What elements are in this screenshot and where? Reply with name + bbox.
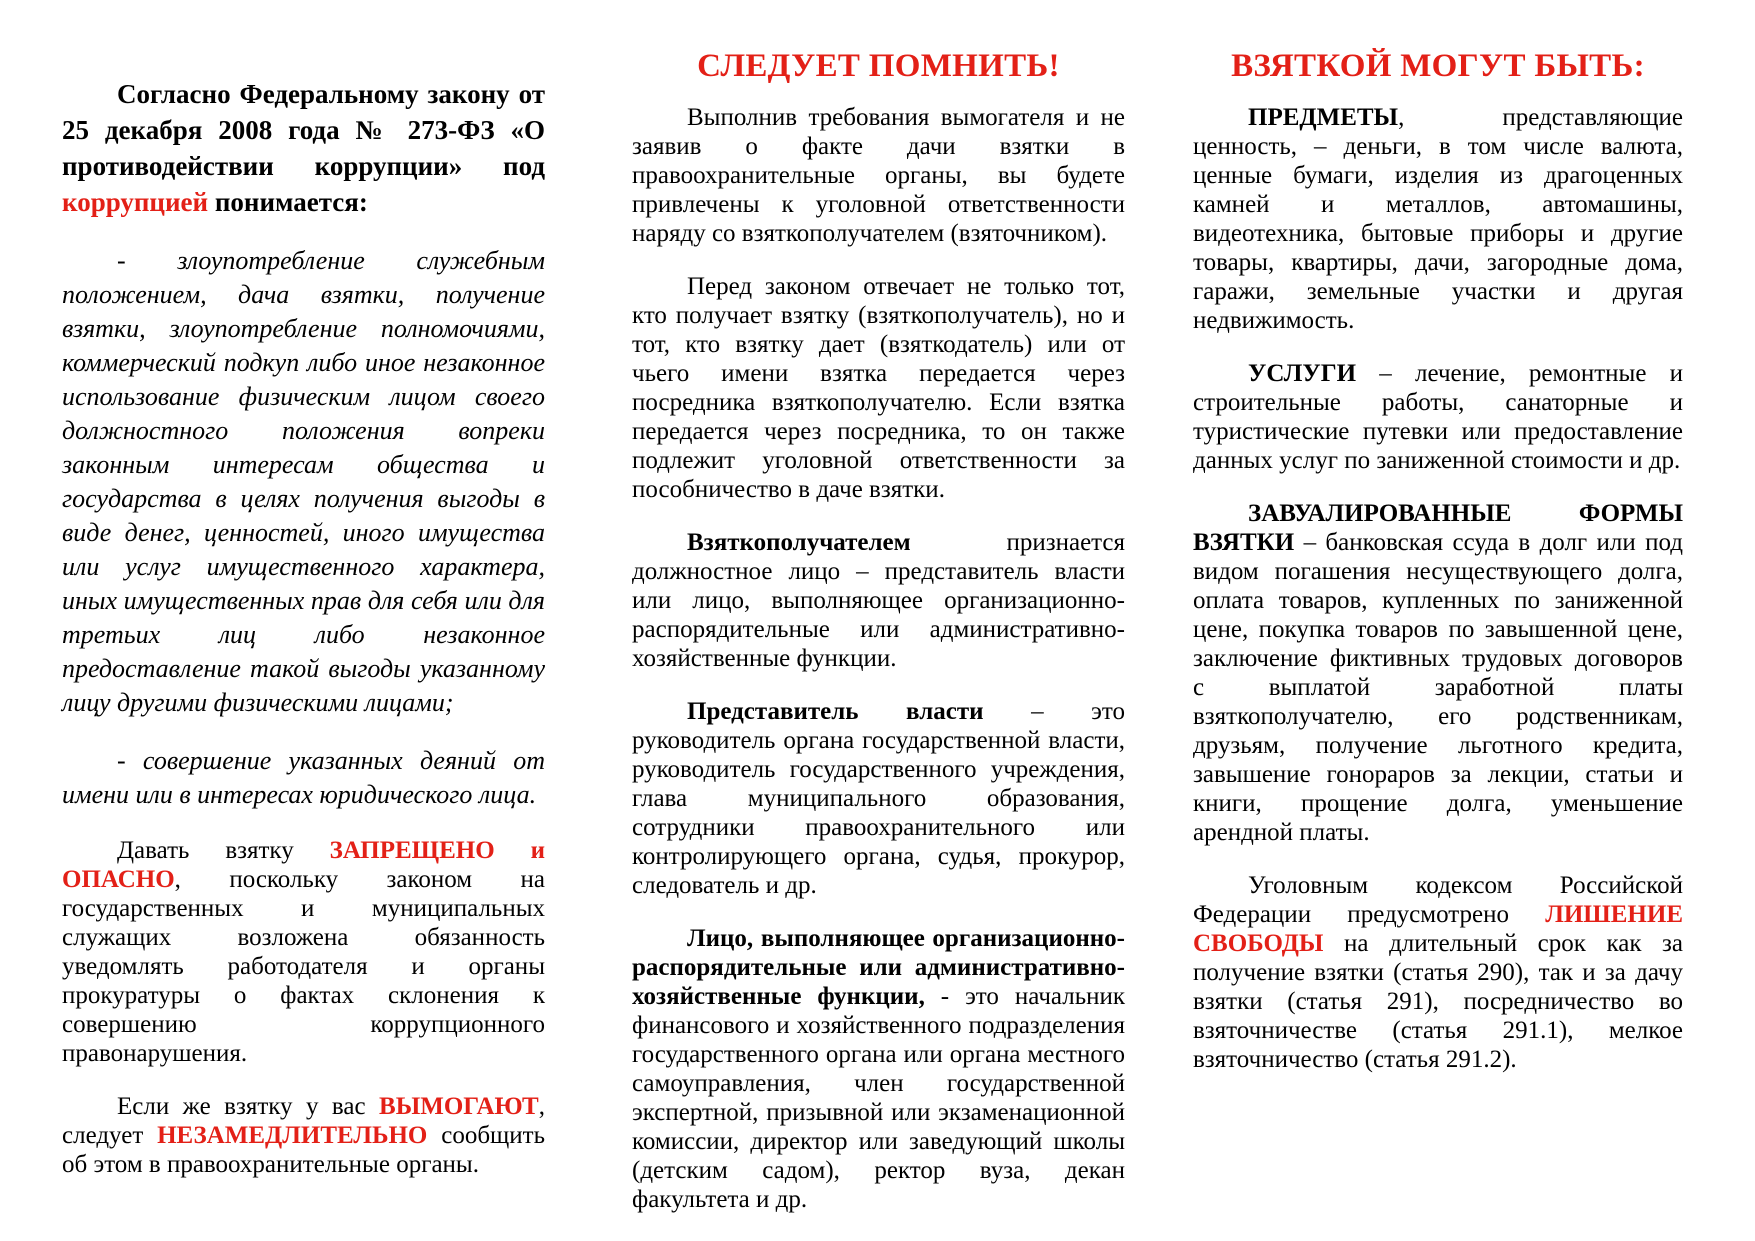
emphasis-red: ЗАПРЕЩЕНО и ОПАСНО bbox=[62, 837, 546, 893]
paragraph bbox=[1193, 103, 1683, 335]
text-run: , представляющие ценность, – деньги, в том числе валюта, ценные бумаги, изделия из драгоценных камней и металлов, автомашины, видеотехника, бытовые приборы и другие товары, квартиры, дачи, загородные дома, гаражи, земельные участки и другая недвижимость. bbox=[1193, 104, 1683, 335]
text-run: – банковская ссуда в долг или под видом погашения несуществующего долга, оплата товаров, купленных по заниженной цене, покупка товаров по завышенной цене, заключение фиктивных трудовых договоров с выплатой заработной платы взяткополучателю, его родственникам, друзьям, получение льготного кредита, завышение гонораров за лекции, статьи и книги, прощение долга, уменьшение арендной платы. bbox=[1193, 529, 1683, 847]
emphasis-red: ЛИШЕНИЕ СВОБОДЫ bbox=[1193, 901, 1683, 958]
text-run: Выполнив требования вымогателя и не заявив о факте дачи взятки в правоохранительные органы, вы будете привлечены к уголовной ответственности наряду со взяткополучателем (взяточником). bbox=[632, 104, 1125, 248]
paragraph bbox=[62, 744, 545, 812]
column-right bbox=[1193, 46, 1683, 1074]
emphasis-red: коррупцией bbox=[62, 187, 209, 217]
text-run: - это начальник финансового и хозяйственного подразделения государственного органа или органа местного самоуправления, член государственной экспертной, призывной или экзаменационной комиссии, директор или заведующий школы (детским садом), ректор вуза, декан факультета и др. bbox=[632, 983, 1125, 1214]
text-run: Согласно Федеральному закону от 25 декабря 2008 года № 273-ФЗ «О противодействии коррупции» под bbox=[62, 79, 545, 181]
paragraph bbox=[632, 697, 1125, 900]
text-run: - совершение указанных деяний от имени или в интересах юридического лица. bbox=[62, 746, 545, 809]
text-run: понимается: bbox=[208, 187, 368, 217]
paragraph bbox=[632, 103, 1125, 248]
paragraph bbox=[62, 76, 545, 220]
text-run: - злоупотребление служебным положением, дача взятки, получение взятки, злоупотребление полномочиями, коммерческий подкуп либо иное незаконное использование физическим лицом своего должностного положения вопреки законным интересам общества и государства в целях получения выгоды в виде денег, ценностей, иного имущества или услуг имущественного характера, иных имущественных прав для себя или для третьих лиц либо незаконное предоставление такой выгоды указанному лицу другими физическими лицами; bbox=[62, 246, 545, 717]
column-heading-bribe-forms: ВЗЯТКОЙ МОГУТ БЫТЬ: bbox=[1231, 48, 1645, 84]
text-run: – это руководитель органа государственной власти, руководитель государственного учреждения, глава муниципального образования, сотрудники правоохранительного или контролирующего органа, судья, прокурор, следователь и др. bbox=[632, 698, 1126, 900]
paragraph bbox=[632, 924, 1125, 1214]
text-run: Уголовным кодексом Российской Федерации предусмотрено bbox=[1193, 872, 1683, 929]
text-run: сообщить об этом в правоохранительные органы. bbox=[62, 1122, 545, 1178]
emphasis-bold: Взяткополучателем bbox=[687, 529, 911, 557]
text-run: – лечение, ремонтные и строительные работы, санаторные и туристические путевки или предоставление данных услуг по заниженной стоимости и др. bbox=[1193, 360, 1683, 475]
text-run: признается должностное лицо – представитель власти или лицо, выполняющее организационно-распорядительные или административно-хозяйственные функции. bbox=[632, 529, 1125, 673]
paragraph bbox=[62, 244, 545, 720]
paragraph bbox=[1193, 871, 1683, 1074]
emphasis-red: НЕЗАМЕДЛИТЕЛЬНО bbox=[157, 1122, 428, 1149]
paragraph bbox=[1193, 359, 1683, 475]
emphasis-bold: Представитель власти bbox=[687, 698, 984, 726]
text-run: , поскольку законом на государственных и муниципальных служащих возложена обязанность уведомлять работодателя и органы прокуратуры о фактах склонения к совершению коррупционного правонарушения. bbox=[62, 866, 545, 1067]
paragraph bbox=[632, 528, 1125, 673]
text-run: Давать взятку bbox=[117, 837, 330, 864]
emphasis-red: ВЫМОГАЮТ bbox=[379, 1093, 539, 1120]
text-run: Перед законом отвечает не только тот, кто получает взятку (взяткополучатель), но и тот, кто взятку дает (взяткодатель) или от чьего имени взятка передается через посредника взяткополучателю. Если взятка передается через посредника, то он также подлежит уголовной ответственности за пособничество в даче взятки. bbox=[632, 273, 1125, 504]
text-run: , следует bbox=[62, 1093, 545, 1149]
text-run: на длительный срок как за получение взятки (статья 290), так и за дачу взятки (статья 291), посредничество во взяточничестве (статья 291.1), мелкое взяточничество (статья 291.2). bbox=[1193, 930, 1683, 1074]
emphasis-bold: ЗАВУАЛИРОВАННЫЕ ФОРМЫ ВЗЯТКИ bbox=[1193, 500, 1683, 557]
text-run: Если же взятку у вас bbox=[117, 1093, 380, 1120]
column-heading-remember: СЛЕДУЕТ ПОМНИТЬ! bbox=[697, 48, 1060, 84]
paragraph bbox=[62, 1092, 545, 1179]
emphasis-bold: УСЛУГИ bbox=[1248, 360, 1357, 388]
paragraph bbox=[62, 836, 545, 1068]
column-left bbox=[62, 76, 545, 1179]
emphasis-bold: Лицо, выполняющее организационно-распорядительные или административно-хозяйственные функции, bbox=[632, 925, 1125, 1011]
paragraph bbox=[1193, 499, 1683, 847]
paragraph bbox=[632, 272, 1125, 504]
column-middle bbox=[632, 46, 1125, 1214]
emphasis-bold: ПРЕДМЕТЫ bbox=[1248, 104, 1399, 132]
